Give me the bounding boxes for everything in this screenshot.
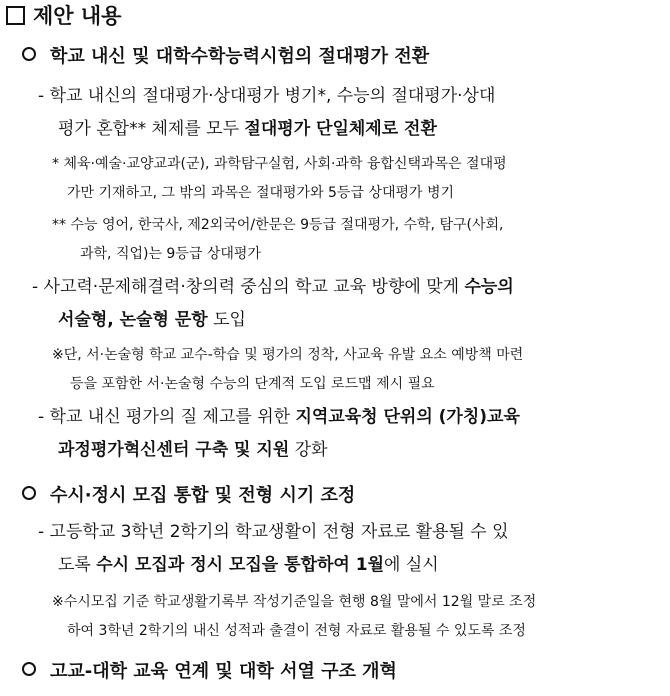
s1-p3-text: - 학교 내신 평가의 질 제고를 위한	[38, 407, 296, 427]
circle-bullet-icon	[22, 662, 36, 676]
s1-p2-emphasis-b: 서술형, 논술형 문항	[58, 310, 208, 330]
s1-p2-emphasis-a: 수능의	[464, 277, 514, 297]
s1-note2-line2: 과학, 직업)는 9등급 상대평가	[80, 246, 261, 262]
s2-heading	[22, 486, 355, 505]
s1-heading-text: 학교 내신 및 대학수학능력시험의 절대평가 전환	[50, 46, 430, 67]
s1-p3-emphasis-b: 과정평가혁신센터 구축 및 지원	[58, 440, 290, 460]
circle-bullet-icon	[22, 486, 36, 500]
s1-p2-line2	[58, 312, 246, 329]
s2-heading-text: 수시·정시 모집 통합 및 전형 시기 조정	[50, 485, 356, 506]
s1-p2-tail: 도입	[207, 310, 246, 330]
s1-note3-line1: ※단, 서·논술형 학교 교수-학습 및 평가의 정착, 사교육 유발 요소 예방책 마련	[52, 347, 524, 363]
section-title-text: 제안 내용	[33, 4, 122, 28]
s2-p1-line2	[58, 557, 439, 574]
s2-note1-line1: ※수시모집 기준 학교생활기록부 작성기준일을 현행 8월 말에서 12월 말로 조정	[52, 594, 537, 610]
s1-note3-line2: 등을 포함한 서·논술형 수능의 단계적 도입 로드맵 제시 필요	[70, 376, 435, 392]
s2-p1-tail: 에 실시	[384, 555, 439, 575]
s1-p3-emphasis-a: 지역교육청 단위의 (가칭)교육	[295, 407, 520, 427]
s1-heading	[22, 47, 429, 66]
s1-note1-line1: * 체육·예술·교양교과(군), 과학탐구실험, 사회·과학 융합신택과목은 절대평	[52, 156, 507, 172]
s3-heading-text: 고교-대학 교육 연계 및 대학 서열 구조 개혁	[50, 661, 397, 682]
s3-heading	[22, 662, 397, 681]
s1-p3-tail: 강화	[289, 440, 328, 460]
s1-p2-line1	[32, 279, 514, 296]
s1-p1-text: 평가 혼합** 체제를 모두	[58, 119, 245, 139]
circle-bullet-icon	[22, 47, 36, 61]
s1-p1-line2	[58, 121, 437, 138]
s2-p1-text: 도록	[58, 555, 97, 575]
s2-note1-line2: 하여 3학년 2학기의 내신 성적과 출결이 전형 자료로 활용될 수 있도록 조정	[67, 623, 526, 639]
s1-note2-line1: ** 수능 영어, 한국사, 제2외국어/한문은 9등급 절대평가, 수학, 탐구(사회,	[52, 217, 504, 233]
s1-p3-line1	[38, 409, 520, 426]
s1-p1-emphasis: 절대평가 단일체제로 전환	[244, 119, 437, 139]
section-title	[6, 6, 121, 27]
s2-p1-emphasis: 수시 모집과 정시 모집을 통합하여 1월	[96, 555, 385, 575]
s1-note1-line2: 가만 기재하고, 그 밖의 과목은 절대평가와 5등급 상대평가 병기	[67, 185, 455, 201]
checkbox-square-icon	[6, 6, 25, 25]
s2-p1-line1: - 고등학교 3학년 2학기의 학교생활이 전형 자료로 활용될 수 있	[38, 522, 509, 542]
s1-p2-text: - 사고력·문제해결력·창의력 중심의 학교 교육 방향에 맞게	[32, 277, 465, 297]
s1-p3-line2	[58, 442, 328, 459]
s1-p1-line1: - 학교 내신의 절대평가·상대평가 병기*, 수능의 절대평가·상대	[38, 86, 496, 106]
